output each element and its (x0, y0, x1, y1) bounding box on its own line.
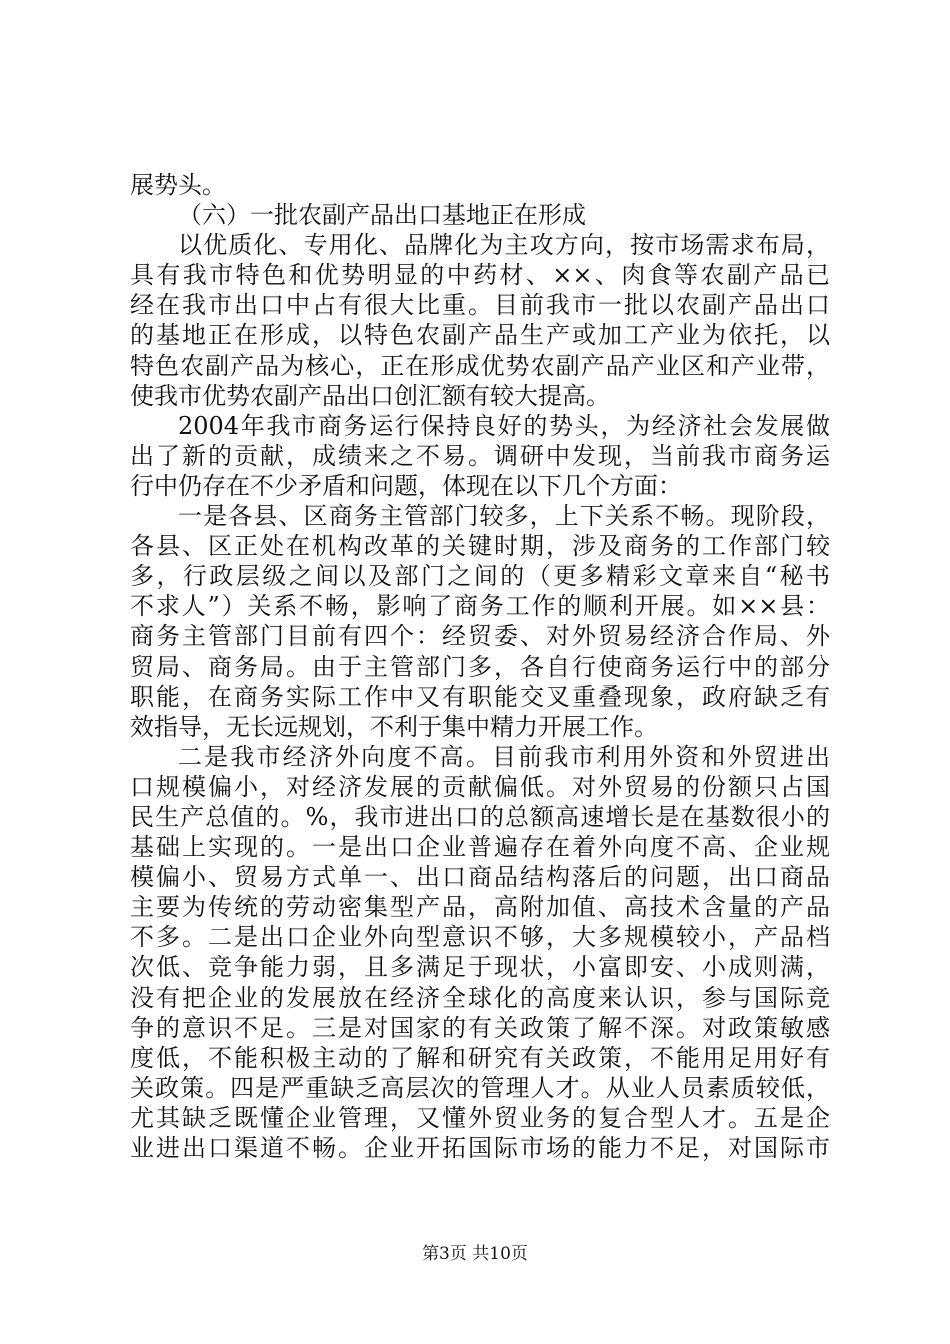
text-line: 一是各县、区商务主管部门较多，上下关系不畅。现阶段， (178, 502, 830, 531)
text-line: 多，行政层级之间以及部门之间的（更多精彩文章来自“秘书 (130, 562, 830, 591)
text-line: 尤其缺乏既懂企业管理，又懂外贸业务的复合型人才。五是企 (130, 1103, 830, 1132)
text-line: 二是我市经济外向度不高。目前我市利用外资和外贸进出 (178, 742, 830, 771)
text-line: 贸局、商务局。由于主管部门多，各自行使商务运行中的部分 (130, 652, 830, 681)
text-line: 没有把企业的发展放在经济全球化的高度来认识，参与国际竞 (130, 983, 830, 1012)
text-line: 职能，在商务实际工作中又有职能交叉重叠现象，政府缺乏有 (130, 682, 830, 711)
text-line: 展势头。 (130, 171, 226, 199)
document-body (130, 170, 830, 1163)
text-line: 以优质化、专用化、品牌化为主攻方向，按市场需求布局， (178, 231, 830, 260)
page-footer: 第3页 共10页 (422, 1244, 528, 1264)
text-line: 效指导，无长远规划，不利于集中精力开展工作。 (130, 712, 658, 741)
text-line: 度低，不能积极主动的了解和研究有关政策，不能用足用好有 (130, 1043, 830, 1072)
text-line: 的基地正在形成，以特色农副产品生产或加工产业为依托，以 (130, 321, 830, 350)
text-line: 次低、竞争能力弱，且多满足于现状，小富即安、小成则满， (130, 953, 830, 982)
text-line: 关政策。四是严重缺乏高层次的管理人才。从业人员素质较低， (130, 1073, 830, 1102)
text-line: 基础上实现的。一是出口企业普遍存在着外向度不高、企业规 (130, 833, 830, 862)
text-line: 出了新的贡献，成绩来之不易。调研中发现，当前我市商务运 (130, 441, 830, 470)
text-line: 业进出口渠道不畅。企业开拓国际市场的能力不足，对国际市 (130, 1134, 830, 1162)
text-line: 主要为传统的劳动密集型产品，高附加值、高技术含量的产品 (130, 893, 830, 922)
text-line: 2004年我市商务运行保持良好的势头，为经济社会发展做 (178, 411, 830, 440)
text-line: 不多。二是出口企业外向型意识不够，大多规模较小，产品档 (130, 923, 830, 952)
text-line: 争的意识不足。三是对国家的有关政策了解不深。对政策敏感 (130, 1013, 830, 1042)
text-line: 行中仍存在不少矛盾和问题，体现在以下几个方面： (130, 471, 682, 500)
text-line: 经在我市出口中占有很大比重。目前我市一批以农副产品出口 (130, 291, 830, 320)
text-line: （六）一批农副产品出口基地正在形成 (178, 201, 586, 230)
text-line: 特色农副产品为核心，正在形成优势农副产品产业区和产业带， (130, 351, 830, 380)
text-line: 具有我市特色和优势明显的中药材、××、肉食等农副产品已 (130, 261, 830, 290)
text-line: 商务主管部门目前有四个：经贸委、对外贸易经济合作局、外 (130, 622, 830, 651)
text-line: 模偏小、贸易方式单一、出口商品结构落后的问题，出口商品 (130, 863, 830, 892)
text-line: 口规模偏小，对经济发展的贡献偏低。对外贸易的份额只占国 (130, 772, 830, 801)
text-line: 各县、区正处在机构改革的关键时期，涉及商务的工作部门较 (130, 532, 830, 561)
text-line: 民生产总值的。%，我市进出口的总额高速增长是在基数很小的 (130, 802, 830, 831)
text-line: 使我市优势农副产品出口创汇额有较大提高。 (130, 381, 610, 410)
text-line: 不求人”）关系不畅，影响了商务工作的顺利开展。如××县： (130, 592, 830, 621)
